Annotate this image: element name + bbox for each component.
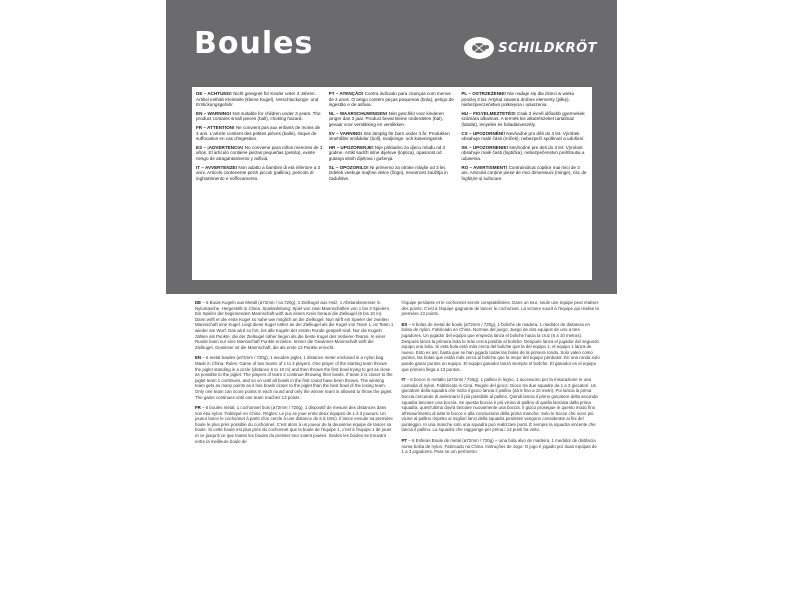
instruction-section-en: EN – 6 metal bowles (ø72mm / 720g), 1 wooden piglet, 1 distance meter enclosed in a nylon bag. Made in China. Rules: Game of two teams of 1 to 3 players. One player of the starting team throws the piglet standing in a circle (distance 6 to 10 m) and then throws the first bowl trying to get as close as possible to the piglet. The players of team 2 continue throwing their bowls. If team 2 is closer to the piglet team 1 continues, and so on until all bowls in the first round have been thrown. The winning team gets as many points as it has bowls closer to the piglet than the best bowl of the losing team. Only one team can score points in each round and only the winner team is allowed to throw the piglet. The game continues until one team reaches 13 points. [195, 355, 393, 400]
instruction-section-de: DE – 6 Boule Kugeln aus Metall (ø72mm / ca.720g), 1 Zielkugel aus Holz, 1 Abstandsmesser in Nylontasche. Hergestellt in China. Spielanleitung: Spiel von zwei Mannschaften von 1 bis 3 Spielern. Ein Spieler der beginnenden Mannschaft wirft aus einem Kreis heraus die Zielkugel (6 bis 10 m). Dann wirft er die erste Kugel so nahe wie möglich an die Zielkugel. Nun wirft ein Spieler der zweiten Mannschaft eine Kugel. Liegt diese Kugel näher an der Zielkugel als die Kugel von Team 1, ist Team 1 wieder am Wurf. Das wird so fort, bis alle Kugeln der ersten Runde gespielt sind. Nur die Kugeln zählen als Punkte, die der Zielkugel näher liegen als die beste Kugel des Verlierer-Teams. In einer Runde kann nur eine Mannschaft Punkte erzielen. Immer die Gewinner-Mannschaft wirft die Zielkugel. Gewinner ist die Mannschaft, die als erste 13 Punkte erreicht. [195, 300, 394, 350]
warning-item: EN – WARNING! Not suitable for children under 3 years. The product contains small pieces (ball), choking hazard. [196, 110, 321, 122]
product-label-card [166, 0, 617, 294]
safety-warnings [192, 87, 592, 280]
warning-item: PT – ATENÇÃO! Contra indicado para crianças com menos de 3 anos. O artigo contém peças pequenas (bola), perigo de ingestão e de asfixia. [328, 91, 454, 108]
warning-item: PL – OSTRZEŻENIE! Nie nadaje się dla dzieci w wieku poniżej 3 lat. Artykuł zawiera drobne elementy (piłkę), niebezpieczeństwo połknięcia i uduszenia. [461, 91, 575, 108]
instruction-section-fr-cont: l'équipe perdante et le cochonnet seront comptabilisées. Dans un tour, seule une équipe peut réaliser des points. C'est à l'équipe gagnante de lancer le cochonnet. La victoire sourit à l'équipe qui réalise la première 13 points. [401, 300, 599, 317]
brand-logo [464, 37, 597, 59]
instruction-section-fr: FR – 6 boules métal, 1 cochonnet bois (ø72mm / 720g), 1 dispositif de mesure des distances dans son étui nylon. Fabriqué en Chine. Règles: Le jeu se joue entre deux équipes de 1 à 3 joueurs. Un joueur lance le cochonnet à partir d'un cercle à une distance de 6 à 10m). Il lance ensuite sa première boule le plus près possible du cochonnet. C'est alors à un joueur de la deuxième équipe de lancer sa boule. Si cette boule est plus près du cochonnet que la boule de l'équipe 1, c'est à l'équipe 1 de jouer et ce jusqu'à ce que toutes les boules du premier tour soient jouées. Seules les boules se trouvant entre la meilleure boule de [195, 405, 393, 444]
warning-item: NL – WAARSCHUWINGEN! Niet geschikt voor kinderen jonger dan 3 jaar. Product bevat kleine onderdelen (bal), gevaar voor verstikking en verslikken. [328, 110, 444, 127]
warning-column-right [461, 91, 588, 276]
warning-item: ES – ¡ADVERTENCIA! No conviene para niños menores de 3 años. El artículo contiene piezas pequeñas (pelota), existe riesgo de atragantamiento y asfixia. [196, 144, 323, 161]
turtle-icon [464, 37, 494, 59]
warning-item: SV – VARNING! Inte lämplig för barn under 3 år. Produkten innehåller smådelar (boll), svaljnings- och kvävningsrisk. [328, 130, 450, 142]
instruction-section-it: IT – 6 bocce in metallo (ø72mm / 720g), 1 pallino in legno, 1 accessorio per la misurazione in una custodia di nylon. Fabbricato in Cina. Regole del gioco: Gioco tra due squadre da 1 a 3 giocatori. Un giocatore della squadra che inizia il gioco lancia il pallino (da 6 fino a 10 metri). Poi lancia la prima boccia cercando di avvicinarsi il più possibile al pallino. Quindi lancia il primo giocatore della seconda squadra lanciare una boccia. Se questa boccia è più vicina al pallino di quella lanciata dalla prima squadra, quest'ultima dovrà lanciare nuovamente una boccia. Il gioco prosegue in questo modo fino all'esaurimento di tutte le bocce e alla conclusione della prima manche. Solo le bocce che sono più vicine al pallino rispetto ai migliori lanci della squadra perdente vengono considerate ai fini del punteggio. In una manche solo una squadra può realizzare punti. È sempre la squadra vincente che lancia il pallino. La squadra che raggiunge per prima i 13 punti ha vinto. [401, 377, 598, 433]
instruction-column-right [402, 300, 601, 600]
product-title: Boules [194, 26, 314, 61]
warning-column-middle [329, 91, 456, 276]
warning-item: CS – UPOZORNĚNÍ! Nevhodné pro děti do 3 let. Výrobek obsahuje malé části (míček), nebezpečí spolknutí a udušení. [461, 130, 585, 142]
warning-column-left [196, 91, 323, 276]
warning-item: SK – UPOZORNENIE! Nevhodné pre deti do 3 let. Výrobok obsahuje malé časti (loptička), nebezpečenstvo prehltnutia a udusenia. [461, 144, 585, 161]
instruction-section-pt: PT – 6 Esferas Boule de metal (ø72mm / 720g) + uma bola alvo de madeira, 1 medidor de distância numa bolsa de nylon. Fabricado na China. Instruções de Jogo: O jogo é jogado por duas equipas de 1 a 3 jogadores. Para se um perímetro [401, 438, 597, 455]
warning-item: HU – FIGYELMEZTETÉS! Csak 3 évnél idősebb gyermekek számára alkalmas. A termék kis alkatrészeket tartalmaz (labdát), lenyelés és fulladásveszély. [461, 110, 585, 127]
warning-item: HR – UPOZORENJE! Nije prikladno za djecu mlađu od 3 godine. Artikl sadrži sitne dijelove (loptica), opasnost od gutanja sitnih dijelova i gušenja. [328, 144, 446, 161]
warning-item: DE – ACHTUNG! Nicht geeignet für Kinder unter 3 Jahren. Artikel enthält Kleinteile (kleine Kugel), Verschluckungs- und Erstickungsgefahr. [196, 91, 319, 108]
brand-name: SCHILDKRÖT [498, 40, 597, 56]
warning-item: IT – AVVERTENZE! Non adatto a bambini di età inferiore a 3 anni. Articolo contenente pezzi piccoli (pallina), pericolo di inghiottimento e soffocamento. [196, 164, 321, 181]
instruction-section-es: ES – 6 bolas de metal de boule (ø72mm / 720g), 1 boliche de madera, 1 medidor de distancia en bolsa de nylon. Fabricado en China. Normas del juego: Juego de dos equipos de uno a tres jugadores. Un jugador del equipo que empieza lanza el boliche hacia la cruz (6 a 10 metros). Después lanza la primera bola lo más cerca posible al boliche. Después lanza el jugador del segundo equipo una bola. Si esta bola está más cerca del boliche que la del equipo 1, el equipo 1 lanza de nuevo. Esto es así, hasta que se han jugado todas las bolas de la primera ronda. Solo valen como puntos, las bolas que están más cerca al boliche que la mejor del equipo perdedor. En una ronda solo puede ganar puntos un equipo. El equipo ganador lanza siempre el boliche. El ganador es el equipo que primero llega a 13 puntos. [401, 321, 600, 372]
warning-item: FR – ATTENTION! Ne convient pas aux enfants de moins de 3 ans. L'article contient des petites pièces (balle), risque de suffocation en cas d'ingestion. [196, 124, 321, 142]
instruction-column-left [195, 300, 394, 600]
instruction-sheet [195, 300, 600, 600]
warning-item: SL – OPOZORILO! Ni primerno za otroke mlajše od 3 let. Izdelek vsebuje majhne delce (žogo), nevarnost zaužitja in zadušitve. [328, 164, 448, 181]
warning-item: RO – AVERTISMENT! Contraindicat copiilor mai mici de 3 ani. Articolul conține piese de mici dimensiuni (minge), risc de înghițire și sufocare. [461, 164, 587, 181]
